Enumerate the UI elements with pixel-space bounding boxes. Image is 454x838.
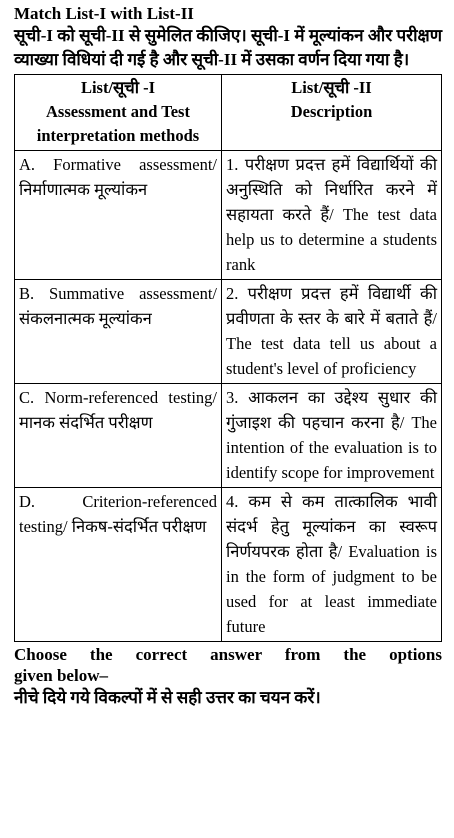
list-1-item-c: C. Norm-referenced testing/ मानक संदर्भित परीक्षण (15, 384, 222, 488)
instruction-english-line-2: given below– (14, 666, 108, 685)
list-1-item-a: A. Formative assessment/ निर्माणात्मक मूल्यांकन (15, 151, 222, 280)
question-heading: Match List-I with List-II (14, 4, 194, 23)
question-intro-hindi: सूची-I को सूची-II से सुमेलित कीजिए। सूची-I में मूल्यांकन और परीक्षण व्याख्या विधियां दी गई है और सूची-II में उसका वर्णन दिया गया है। (14, 26, 442, 69)
list-2-item-4: 4. कम से कम तात्कालिक भावी संदर्भ हेतु मूल्यांकन का स्वरूप निर्णयपरक होता है/ Evaluation is in the form of judgment to be used for at least immediate future (222, 488, 442, 642)
match-table (14, 74, 442, 642)
table-row (15, 384, 442, 488)
list-1-item-d: D. Criterion-referenced testing/ निकष-संदर्भित परीक्षण (15, 488, 222, 642)
list-2-header: List/सूची -II Description (222, 75, 442, 151)
instruction-english-line-1: Choose the correct answer from the options (14, 645, 442, 664)
table-header-row (15, 75, 442, 151)
list-2-item-1: 1. परीक्षण प्रदत्त हमें विद्यार्थियों की अनुस्थिति को निर्धारित करने में सहायता करते हैं/ The test data help us to determine a students rank (222, 151, 442, 280)
table-row (15, 488, 442, 642)
list-1-header: List/सूची -I Assessment and Test interpretation methods (15, 75, 222, 151)
table-row (15, 280, 442, 384)
instruction-hindi: नीचे दिये गये विकल्पों में से सही उत्तर का चयन करें। (14, 688, 321, 707)
list-1-item-b: B. Summative assessment/संकलनात्मक मूल्यांकन (15, 280, 222, 384)
table-row (15, 151, 442, 280)
list-2-item-3: 3. आकलन का उद्देश्य सुधार की गुंजाइश की पहचान करना है/ The intention of the evaluation is to identify scope for improvement (222, 384, 442, 488)
list-2-item-2: 2. परीक्षण प्रदत्त हमें विद्यार्थी की प्रवीणता के स्तर के बारे में बताते हैं/ The test data tell us about a student's level of proficiency (222, 280, 442, 384)
